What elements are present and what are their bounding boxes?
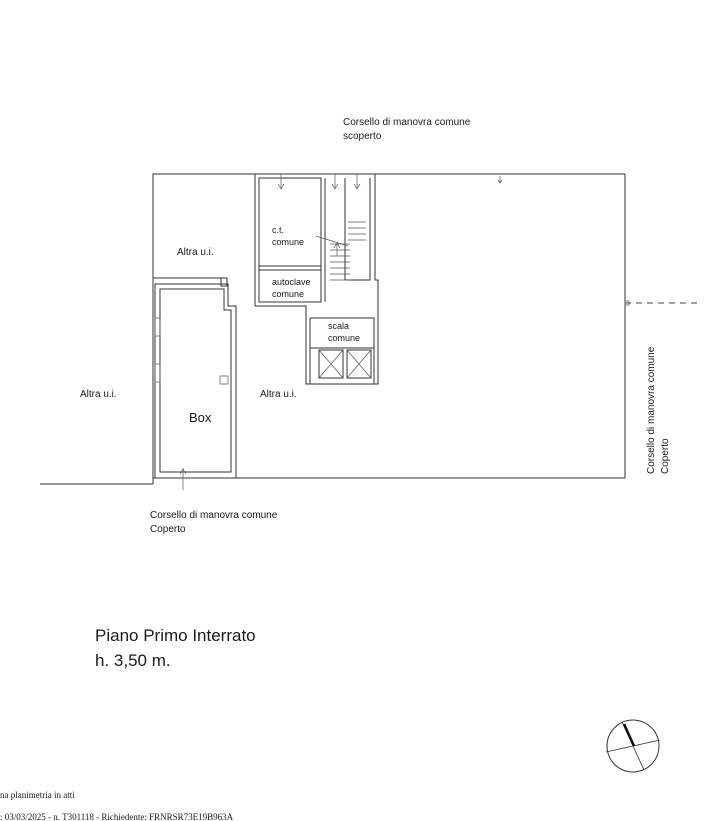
corsello-coperto-bottom-sublabel: Coperto xyxy=(150,524,186,535)
footer-line-2: : 03/03/2025 - n. T301118 - Richiedente: FRNRSR73E19B963A xyxy=(0,812,234,821)
footer-line-1: na planimetria in atti xyxy=(0,790,75,800)
left-partition xyxy=(153,278,227,286)
ct-sublabel: comune xyxy=(272,237,305,247)
box-label: Box xyxy=(189,410,212,425)
corsello-coperto-right-label: Corsello di manovra comune xyxy=(646,346,657,474)
scala-label: scala xyxy=(328,321,350,331)
corsello-scoperto-sublabel: scoperto xyxy=(343,131,382,142)
box-unit xyxy=(155,284,236,490)
scala-sublabel: comune xyxy=(328,333,361,343)
north-arrow-icon xyxy=(606,720,660,772)
autoclave-label: autoclave xyxy=(272,277,311,287)
altra-ui-top-label: Altra u.i. xyxy=(177,247,214,258)
autoclave-sublabel: comune xyxy=(272,289,305,299)
ct-label: c.t. xyxy=(272,225,285,235)
altra-ui-left-label: Altra u.i. xyxy=(80,389,117,400)
plan-height: h. 3,50 m. xyxy=(95,651,171,670)
corsello-scoperto-label: Corsello di manovra comune xyxy=(343,117,471,128)
plan-title: Piano Primo Interrato xyxy=(95,626,256,645)
corsello-coperto-right-sublabel: Coperto xyxy=(660,438,671,474)
altra-ui-center-label: Altra u.i. xyxy=(260,389,297,400)
corsello-coperto-bottom-label: Corsello di manovra comune xyxy=(150,510,278,521)
